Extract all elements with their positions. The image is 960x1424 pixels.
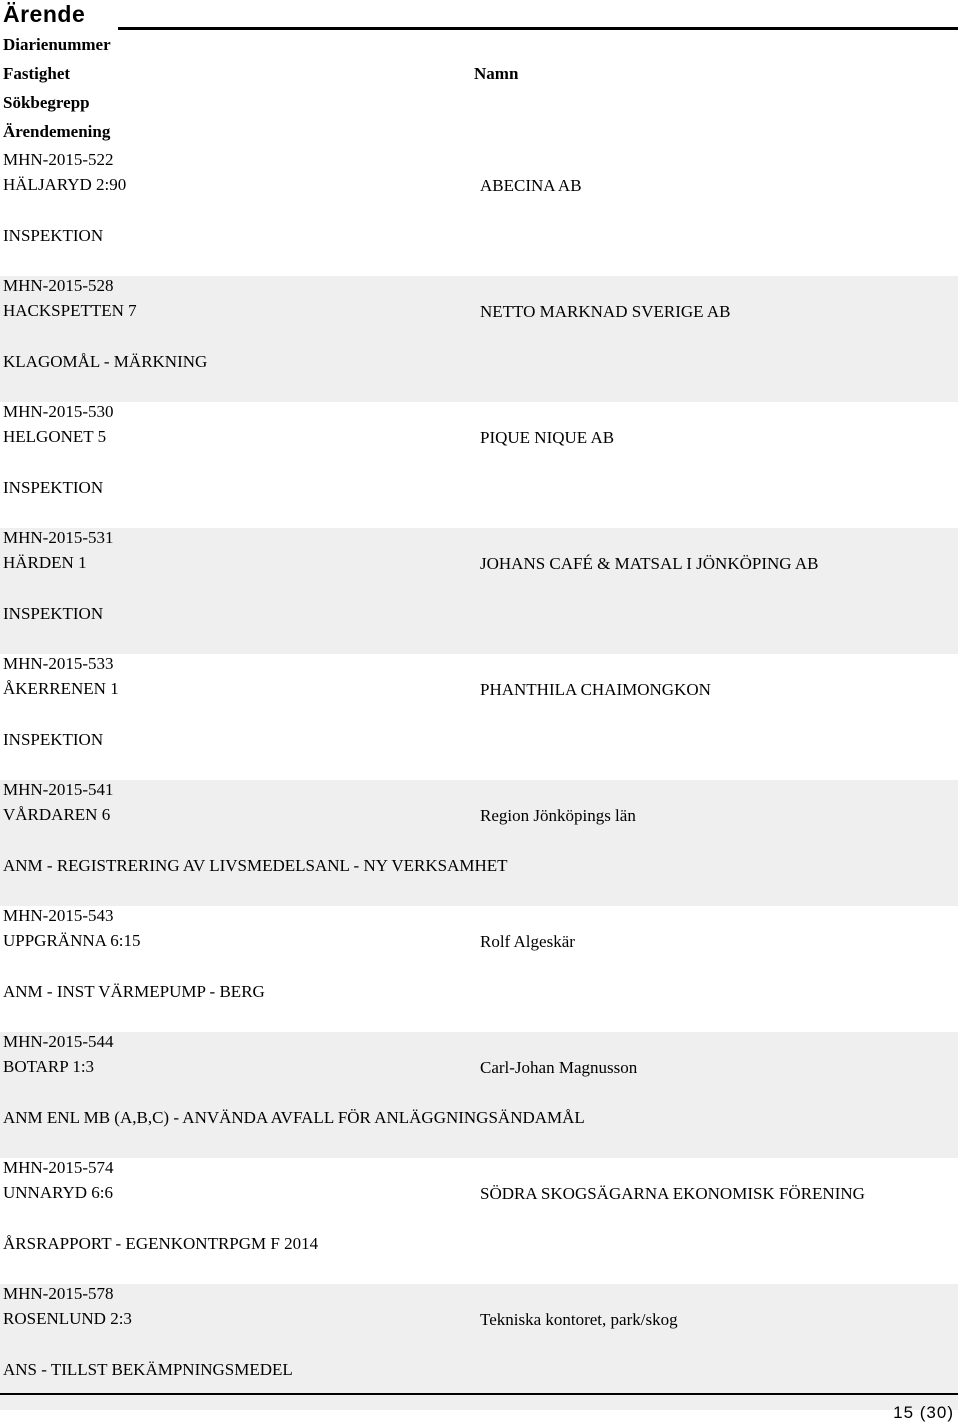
record-row: [0, 1158, 958, 1284]
header-namn: Namn: [474, 64, 519, 83]
record-row: [0, 150, 958, 276]
record-fastighet: ROSENLUND 2:3: [3, 1309, 132, 1328]
record-row: [0, 1284, 958, 1410]
record-row: [0, 906, 958, 1032]
record-row: [0, 654, 958, 780]
page-number: 15 (30): [893, 1403, 954, 1422]
record-arendemening: ÅRSRAPPORT - EGENKONTRPGM F 2014: [3, 1234, 319, 1253]
record-fastighet: HACKSPETTEN 7: [3, 301, 137, 320]
record-namn: SÖDRA SKOGSÄGARNA EKONOMISK FÖRENING: [480, 1184, 865, 1203]
record-namn: Region Jönköpings län: [480, 806, 636, 825]
page-title: Ärende: [3, 1, 86, 27]
record-fastighet: ÅKERRENEN 1: [3, 679, 119, 698]
title-rule: [118, 27, 958, 30]
record-fastighet: HÄLJARYD 2:90: [3, 175, 127, 194]
record-namn: ABECINA AB: [480, 176, 582, 195]
record-namn: Rolf Algeskär: [480, 932, 575, 951]
record-diarienummer: MHN-2015-528: [3, 276, 114, 295]
record-diarienummer: MHN-2015-544: [3, 1032, 114, 1051]
record-diarienummer: MHN-2015-522: [3, 150, 114, 169]
record-namn: PIQUE NIQUE AB: [480, 428, 615, 447]
record-arendemening: KLAGOMÅL - MÄRKNING: [3, 352, 208, 371]
record-diarienummer: MHN-2015-543: [3, 906, 114, 925]
record-row: [0, 780, 958, 906]
record-fastighet: VÅRDAREN 6: [3, 805, 111, 824]
header-arendemening: Ärendemening: [3, 122, 111, 141]
record-diarienummer: MHN-2015-530: [3, 402, 114, 421]
record-namn: PHANTHILA CHAIMONGKON: [480, 680, 711, 699]
record-row: [0, 528, 958, 654]
record-row: [0, 276, 958, 402]
record-diarienummer: MHN-2015-531: [3, 528, 114, 547]
record-arendemening: ANS - TILLST BEKÄMPNINGSMEDEL: [3, 1360, 293, 1379]
record-namn: Carl-Johan Magnusson: [480, 1058, 638, 1077]
bottom-rule: [0, 1393, 958, 1395]
record-diarienummer: MHN-2015-541: [3, 780, 114, 799]
record-arendemening: INSPEKTION: [3, 730, 104, 749]
record-namn: Tekniska kontoret, park/skog: [480, 1310, 678, 1329]
record-arendemening: INSPEKTION: [3, 604, 104, 623]
record-row: [0, 402, 958, 528]
record-diarienummer: MHN-2015-578: [3, 1284, 114, 1303]
record-fastighet: HÄRDEN 1: [3, 553, 87, 572]
record-row: [0, 1032, 958, 1158]
record-fastighet: UNNARYD 6:6: [3, 1183, 114, 1202]
record-fastighet: UPPGRÄNNA 6:15: [3, 931, 141, 950]
records-list: [0, 150, 958, 1410]
record-arendemening: INSPEKTION: [3, 226, 104, 245]
record-arendemening: ANM - INST VÄRMEPUMP - BERG: [3, 982, 265, 1001]
header-sokbegrepp: Sökbegrepp: [3, 93, 90, 112]
record-arendemening: ANM - REGISTRERING AV LIVSMEDELSANL - NY VERKSAMHET: [3, 856, 508, 875]
record-arendemening: ANM ENL MB (A,B,C) - ANVÄNDA AVFALL FÖR ANLÄGGNINGSÄNDAMÅL: [3, 1108, 585, 1127]
record-arendemening: INSPEKTION: [3, 478, 104, 497]
record-namn: NETTO MARKNAD SVERIGE AB: [480, 302, 731, 321]
record-diarienummer: MHN-2015-533: [3, 654, 114, 673]
record-fastighet: HELGONET 5: [3, 427, 107, 446]
record-namn: JOHANS CAFÉ & MATSAL I JÖNKÖPING AB: [480, 554, 819, 573]
header-diarienummer: Diarienummer: [3, 35, 111, 54]
record-fastighet: BOTARP 1:3: [3, 1057, 95, 1076]
header-fastighet: Fastighet: [3, 64, 71, 83]
record-diarienummer: MHN-2015-574: [3, 1158, 114, 1177]
